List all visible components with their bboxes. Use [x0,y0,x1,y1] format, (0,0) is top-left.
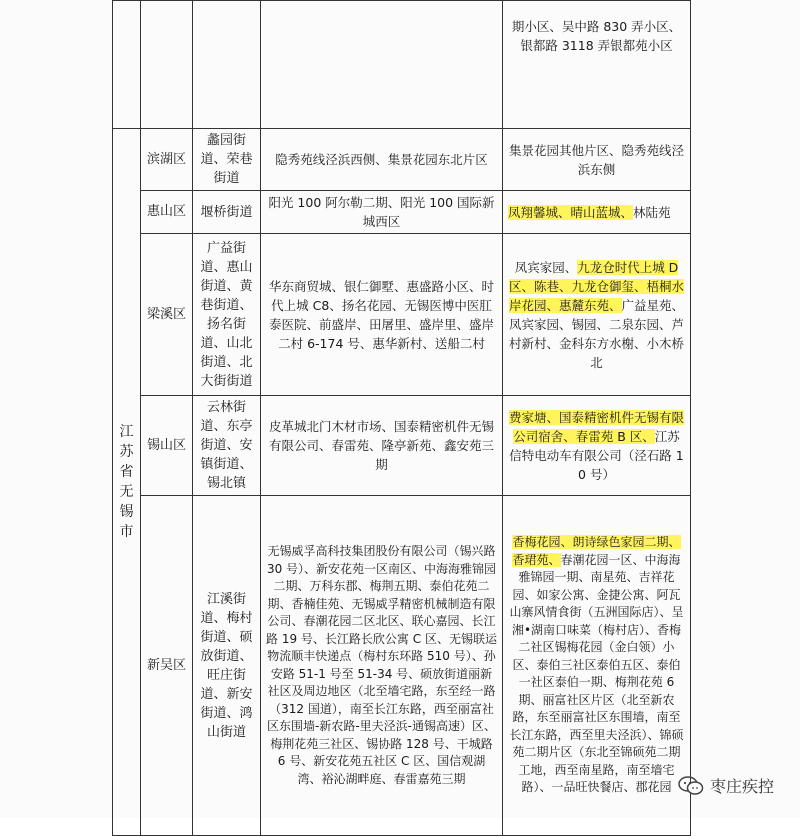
table-row [113,191,691,234]
high-risk-cell: 集景花园其他片区、隐秀苑线泾浜东侧 [503,129,691,191]
wechat-icon [678,776,704,796]
mid-risk-cell: 皮革城北门木材市场、国泰精密机件无锡有限公司、春雷苑、隆亭新苑、鑫安苑三期 [261,396,503,496]
street-cell: 堰桥街道 [193,191,261,234]
province-cell: 江苏省无锡市 [113,129,141,836]
table-row [113,396,691,496]
district-cell [141,1,193,129]
watermark-text: 枣庄疾控 [709,777,774,796]
district-cell: 滨湖区 [141,129,193,191]
highlighted-text: 凤翔馨城、晴山蓝城、 [508,204,634,220]
street-cell: 蠡园街道、荣巷街道 [193,129,261,191]
mid-risk-cell: 阳光 100 阿尔勒二期、阳光 100 国际新城西区 [261,191,503,234]
street-cell: 江溪街道、梅村街道、硕放街道、旺庄街道、新安街道、鸿山街道 [193,496,261,836]
high-risk-cell: 香梅花园、朗诗绿色家园二期、香珺苑、春潮花园一区、中海海雅锦园一期、南星苑、吉祥花园、如家公寓、金捷公寓、阿瓦山寨风情食街（五洲国际店）、呈湘•湖南口味菜（梅村店）、香梅二社区锡梅花园（金白领）小区、泰伯三社区泰伯五区、泰伯一社区泰伯一期、梅荆花苑 6 期、丽富社区片区（北至新农路，东至丽富社区东围墙，南至长江东路，西至里夫泾浜）、锦硕苑二期片区（东北至锦硕苑二期工地，西至南星路，南至墙宅路）、一品旺快餐店、郡花园 [503,496,691,836]
province-cell-top [113,1,141,129]
mid-risk-cell [261,1,503,129]
high-risk-cell: 费家塘、国泰精密机件无锡有限公司宿舍、春雷苑 B 区、江苏信特电动车有限公司（泾石路 10 号） [503,396,691,496]
district-cell: 惠山区 [141,191,193,234]
district-risk-table [112,0,691,836]
high-risk-cell: 期小区、吴中路 830 弄小区、银都路 3118 弄银都苑小区 [503,1,691,129]
mid-risk-cell: 华东商贸城、银仁御墅、惠盛路小区、时代上城 C8、扬名花园、无锡医博中医肛泰医院、前盛岸、田屠里、盛岸里、盛岸二村 6-174 号、惠华新村、送船二村 [261,234,503,396]
mid-risk-cell: 无锡威孚高科技集团股份有限公司（锡兴路 30 号）、新安花苑一区南区、中海海雅锦园二期、万科东郡、梅荆五期、泰伯花苑二期、香楠佳苑、无锡威孚精密机械制造有限公司、春潮花园二区北区、联心嘉园、长江路 19 号、长江路长欣公寓 C 区、无锡联运物流顺丰快递点（梅村东环路 510 号）、孙安路 51-1 号至 51-34 号、硕放街道丽新社区及周边地区（北至墙宅路，东至经一路（312 国道），南至长江东路，西至丽富社区东围墙-新农路-里夫泾浜-通锡高速）区、梅荆花苑三社区、锡协路 128 号、干城路 6 号、新安花苑五社区 C 区、国信观湖湾、裕沁湖畔庭、春雷嘉苑三期 [261,496,503,836]
watermark [678,774,774,797]
district-cell: 锡山区 [141,396,193,496]
street-cell: 广益街道、惠山街道、黄巷街道、扬名街道、山北街道、北大街街道 [193,234,261,396]
table-row [113,129,691,191]
high-risk-cell: 凤翔馨城、晴山蓝城、林陆苑 [503,191,691,234]
table-row [113,496,691,836]
table-row [113,1,691,129]
mid-risk-cell: 隐秀苑线泾浜西侧、集景花园东北片区 [261,129,503,191]
highlighted-text: 费家塘、国泰精密机件无锡有限公司宿舍、春雷苑 B 区、 [508,409,684,444]
district-cell: 新吴区 [141,496,193,836]
district-cell: 梁溪区 [141,234,193,396]
street-cell: 云林街道、东亭街道、安镇街道、锡北镇 [193,396,261,496]
high-risk-cell: 凤宾家园、九龙仓时代上城 D 区、陈巷、九龙仓御玺、梧桐水岸花园、惠麓东苑、广益星苑、凤宾家园、锡园、二泉东园、芦村新村、金科东方水榭、小木桥北 [503,234,691,396]
table-row [113,234,691,396]
highlighted-text: 香梅花园、朗诗绿色家园二期、香珺苑、 [512,535,681,567]
street-cell [193,1,261,129]
highlighted-text: 九龙仓时代上城 D 区、陈巷、九龙仓御玺、梧桐水岸花园、惠麓东苑、 [508,259,684,313]
